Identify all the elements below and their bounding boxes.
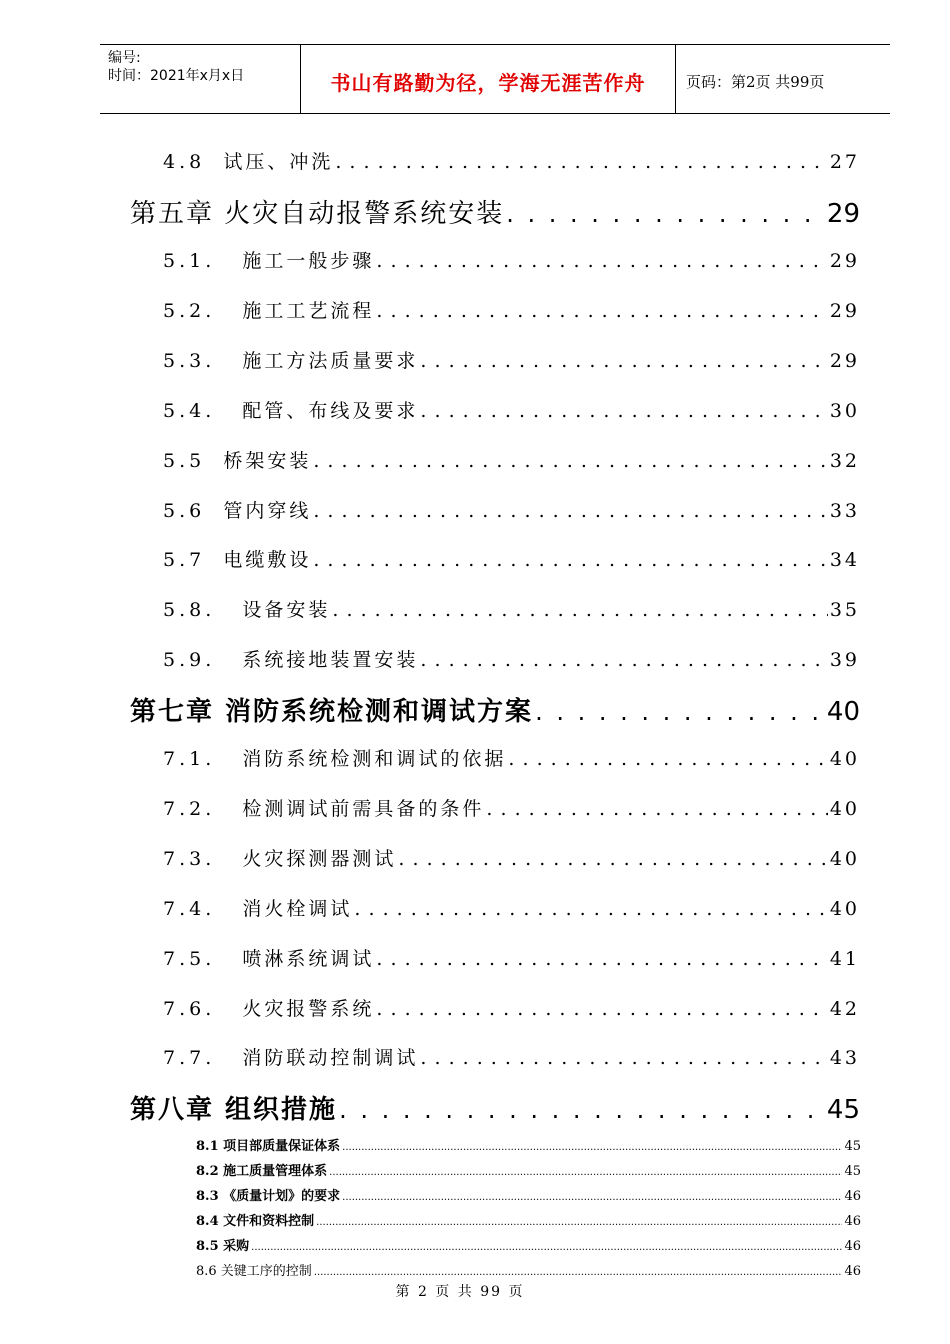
- toc-entry-5-1[interactable]: [163, 246, 860, 276]
- document-number-label: 编号:: [108, 50, 141, 66]
- toc-entry-8-1[interactable]: [196, 1135, 861, 1155]
- toc-entry-page: 40: [829, 848, 860, 870]
- toc-chapter-page: 40: [826, 697, 860, 727]
- page-footer-number: 第 2 页 共 99 页: [395, 1284, 525, 1300]
- toc-chapter-8[interactable]: [130, 1089, 860, 1125]
- toc-leader: [486, 798, 827, 820]
- toc-leader: [332, 599, 827, 621]
- header-motto: 书山有路勤为径，学海无涯苦作舟: [330, 71, 646, 95]
- toc-entry-page: 39: [829, 649, 860, 671]
- toc-leader: [506, 199, 825, 229]
- toc-entry-page: 46: [844, 1189, 861, 1204]
- toc-chapter-5[interactable]: [130, 193, 860, 229]
- toc-entry-title: 设备安装: [242, 599, 331, 621]
- toc-entry-title: 8.3 《质量计划》的要求: [196, 1189, 341, 1204]
- toc-entry-number: 5.8.: [163, 599, 216, 621]
- toc-entry-page: 29: [829, 350, 860, 372]
- toc-leader: [313, 549, 827, 571]
- toc-entry-title: 消火栓调试: [242, 898, 353, 920]
- toc-leader: [376, 300, 827, 322]
- toc-entry-page: 45: [844, 1139, 861, 1154]
- toc-entry-number: 7.4.: [163, 898, 216, 920]
- toc-entry-title: 检测调试前需具备的条件: [242, 798, 485, 820]
- toc-entry-title: 8.4 文件和资料控制: [196, 1214, 315, 1229]
- toc-entry-7-5[interactable]: [163, 944, 860, 974]
- toc-entry-title: 施工一般步骤: [242, 250, 375, 272]
- toc-entry-title: 火灾报警系统: [242, 998, 375, 1020]
- toc-entry-number: 7.3.: [163, 848, 216, 870]
- toc-entry-number: 5.2.: [163, 300, 216, 322]
- toc-leader: [376, 948, 827, 970]
- toc-entry-7-3[interactable]: [163, 844, 860, 874]
- toc-entry-page: 33: [829, 500, 860, 522]
- toc-entry-title: 施工工艺流程: [242, 300, 375, 322]
- header-meta-cell: [100, 45, 301, 113]
- toc-chapter-title: 第五章 火灾自动报警系统安装: [130, 199, 505, 229]
- toc-entry-page: 27: [829, 151, 860, 173]
- header-page-cell: [676, 45, 890, 113]
- toc-chapter-page: 45: [826, 1095, 860, 1125]
- toc-entry-5-9[interactable]: [163, 645, 860, 675]
- toc-entry-number: 7.5.: [163, 948, 216, 970]
- toc-leader: [535, 697, 825, 727]
- toc-entry-5-5[interactable]: [163, 446, 860, 476]
- toc-entry-number: 7.2.: [163, 798, 216, 820]
- toc-entry-page: 29: [829, 250, 860, 272]
- toc-leader: [420, 400, 827, 422]
- toc-entry-number: 5.6: [163, 500, 206, 522]
- toc-entry-7-6[interactable]: [163, 994, 860, 1024]
- toc-leader: [354, 898, 827, 920]
- toc-entry-5-4[interactable]: [163, 396, 860, 426]
- toc-entry-page: 40: [829, 798, 860, 820]
- toc-entry-7-4[interactable]: [163, 894, 860, 924]
- toc-entry-page: 32: [829, 450, 860, 472]
- toc-entry-number: 5.9.: [163, 649, 216, 671]
- toc-entry-number: 7.1.: [163, 748, 216, 770]
- toc-entry-page: 40: [829, 898, 860, 920]
- toc-leader: [314, 1264, 843, 1279]
- toc-leader: [313, 450, 827, 472]
- toc-entry-page: 40: [829, 748, 860, 770]
- toc-entry-title: 消防联动控制调试: [242, 1047, 419, 1069]
- page-header: [100, 44, 890, 114]
- toc-entry-number: 4.8: [163, 151, 206, 173]
- toc-entry-title: 施工方法质量要求: [242, 350, 419, 372]
- toc-entry-page: 30: [829, 400, 860, 422]
- toc-entry-8-2[interactable]: [196, 1160, 861, 1180]
- toc-entry-number: 5.7: [163, 549, 206, 571]
- toc-entry-page: 45: [844, 1164, 861, 1179]
- toc-entry-5-6[interactable]: [163, 496, 860, 526]
- toc-entry-number: 7.6.: [163, 998, 216, 1020]
- toc-entry-title: 火灾探测器测试: [242, 848, 397, 870]
- toc-entry-number: 5.4.: [163, 400, 216, 422]
- toc-leader: [335, 151, 827, 173]
- toc-entry-number: 7.7.: [163, 1047, 216, 1069]
- toc-entry-page: 35: [829, 599, 860, 621]
- toc-entry-title: 8.6 关键工序的控制: [196, 1264, 312, 1279]
- toc-chapter-title: 第八章 组织措施: [130, 1095, 338, 1125]
- toc-entry-page: 29: [829, 300, 860, 322]
- toc-entry-8-5[interactable]: [196, 1235, 861, 1255]
- toc-entry-4-8[interactable]: [163, 147, 860, 177]
- toc-leader: [420, 1047, 827, 1069]
- header-page-number: 页码：第2页 共99页: [686, 73, 825, 91]
- toc-leader: [251, 1239, 842, 1254]
- toc-entry-title: 8.5 采购: [196, 1239, 250, 1254]
- toc-entry-title: 8.1 项目部质量保证体系: [196, 1139, 341, 1154]
- toc-entry-page: 46: [844, 1214, 861, 1229]
- toc-leader: [313, 500, 827, 522]
- toc-leader: [508, 748, 827, 770]
- toc-entry-5-7[interactable]: [163, 545, 860, 575]
- toc-entry-title: 喷淋系统调试: [242, 948, 375, 970]
- toc-entry-number: 5.5: [163, 450, 206, 472]
- toc-entry-7-7[interactable]: [163, 1043, 860, 1073]
- toc-entry-8-3[interactable]: [196, 1185, 861, 1205]
- toc-entry-page: 34: [829, 549, 860, 571]
- toc-entry-5-3[interactable]: [163, 346, 860, 376]
- toc-entry-number: 5.3.: [163, 350, 216, 372]
- toc-entry-page: 43: [829, 1047, 860, 1069]
- toc-entry-title: 配管、布线及要求: [242, 400, 419, 422]
- toc-leader: [316, 1214, 842, 1229]
- toc-entry-title: 管内穿线: [223, 500, 312, 522]
- document-time-label: 时间：2021年x月x日: [108, 68, 245, 84]
- toc-entry-title: 试压、冲洗: [223, 151, 334, 173]
- toc-leader: [342, 1189, 842, 1204]
- toc-entry-8-6[interactable]: [196, 1260, 861, 1280]
- toc-entry-page: 42: [829, 998, 860, 1020]
- header-motto-cell: [301, 45, 676, 113]
- toc-entry-page: 46: [844, 1239, 861, 1254]
- toc-entry-title: 消防系统检测和调试的依据: [242, 748, 507, 770]
- toc-entry-number: 5.1.: [163, 250, 216, 272]
- toc-chapter-title: 第七章 消防系统检测和调试方案: [130, 697, 534, 727]
- toc-entry-title: 电缆敷设: [223, 549, 312, 571]
- toc-leader: [329, 1164, 842, 1179]
- toc-entry-page: 41: [829, 948, 860, 970]
- toc-leader: [420, 649, 827, 671]
- toc-entry-7-2[interactable]: [163, 794, 860, 824]
- toc-entry-5-2[interactable]: [163, 296, 860, 326]
- toc-leader: [342, 1139, 842, 1154]
- toc-leader: [398, 848, 827, 870]
- toc-leader: [420, 350, 827, 372]
- toc-entry-7-1[interactable]: [163, 744, 860, 774]
- toc-leader: [376, 998, 827, 1020]
- toc-entry-5-8[interactable]: [163, 595, 860, 625]
- toc-entry-title: 桥架安装: [223, 450, 312, 472]
- toc-chapter-7[interactable]: [130, 691, 860, 727]
- toc-leader: [339, 1095, 825, 1125]
- toc-entry-8-4[interactable]: [196, 1210, 861, 1230]
- toc-entry-title: 系统接地装置安装: [242, 649, 419, 671]
- toc-leader: [376, 250, 827, 272]
- toc-chapter-page: 29: [826, 199, 860, 229]
- toc-entry-page: 46: [844, 1264, 861, 1279]
- toc-entry-title: 8.2 施工质量管理体系: [196, 1164, 328, 1179]
